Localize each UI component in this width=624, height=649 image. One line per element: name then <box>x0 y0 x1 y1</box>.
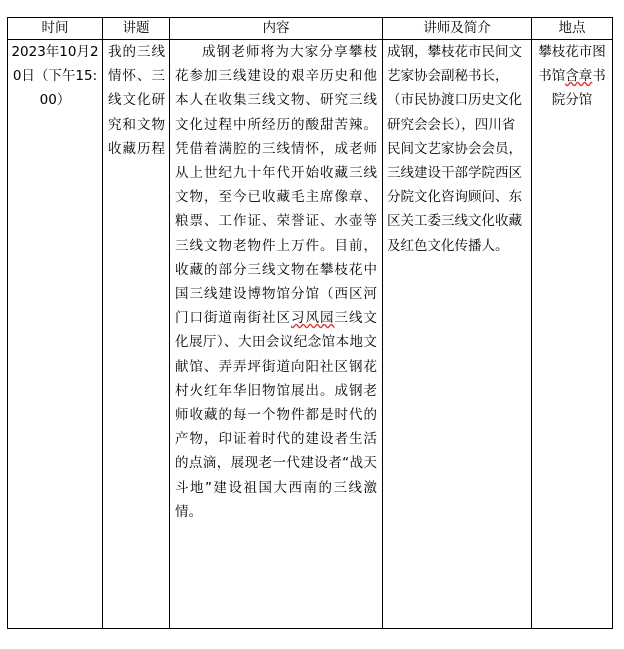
place-text-part1: 攀枝花市图书馆 <box>538 44 606 85</box>
cell-time: 2023年10月20日（下午15:00） <box>8 40 103 629</box>
place-text-part2: 书院分馆 <box>551 68 606 109</box>
header-time: 时间 <box>8 18 103 40</box>
cell-place <box>532 40 613 629</box>
content-text-underlined: 习风园 <box>291 310 335 327</box>
table-row <box>8 40 613 629</box>
content-text-part1: 成钢老师将为大家分享攀枝花参加三线建设的艰辛历史和他本人在收集三线文物、研究三线文化过程中所经历的酸甜苦辣。凭借着满腔的三线情怀，成老师从上世纪九十年代开始收藏三线文物，至今已收藏毛主席像章、粮票、工作证、荣誉证、水壶等三线文物老物件上万件。目前，收藏的部分三线文物在攀枝花中国三线建设博物馆分馆（西区河门口街道南街社区 <box>175 44 377 327</box>
cell-topic: 我的三线情怀、三线文化研究和文物收藏历程 <box>103 40 170 629</box>
header-place: 地点 <box>532 18 613 40</box>
place-text-underlined: 含章 <box>565 68 593 85</box>
header-content: 内容 <box>170 18 383 40</box>
table-header-row <box>8 18 613 40</box>
lecture-schedule-table <box>7 17 613 629</box>
content-text-part2: 三线文化展厅）、大田会议纪念馆本地文献馆、弄弄坪街道向阳社区钢花村火红年华旧物馆展出。成钢老师收藏的每一个物件都是时代的产物，印证着时代的建设者生活的点滴，展现老一代建设者“战天斗地”建设祖国大西南的三线激情。 <box>175 310 377 520</box>
header-intro: 讲师及简介 <box>383 18 532 40</box>
cell-content <box>170 40 383 629</box>
header-topic: 讲题 <box>103 18 170 40</box>
document-page <box>7 17 612 629</box>
cell-intro: 成钢，攀枝花市民间文艺家协会副秘书长，（市民协渡口历史文化研究会会长），四川省民间文艺家协会会员，三线建设干部学院西区分院文化咨询顾问、东区关工委三线文化收藏及红色文化传播人。 <box>383 40 532 629</box>
